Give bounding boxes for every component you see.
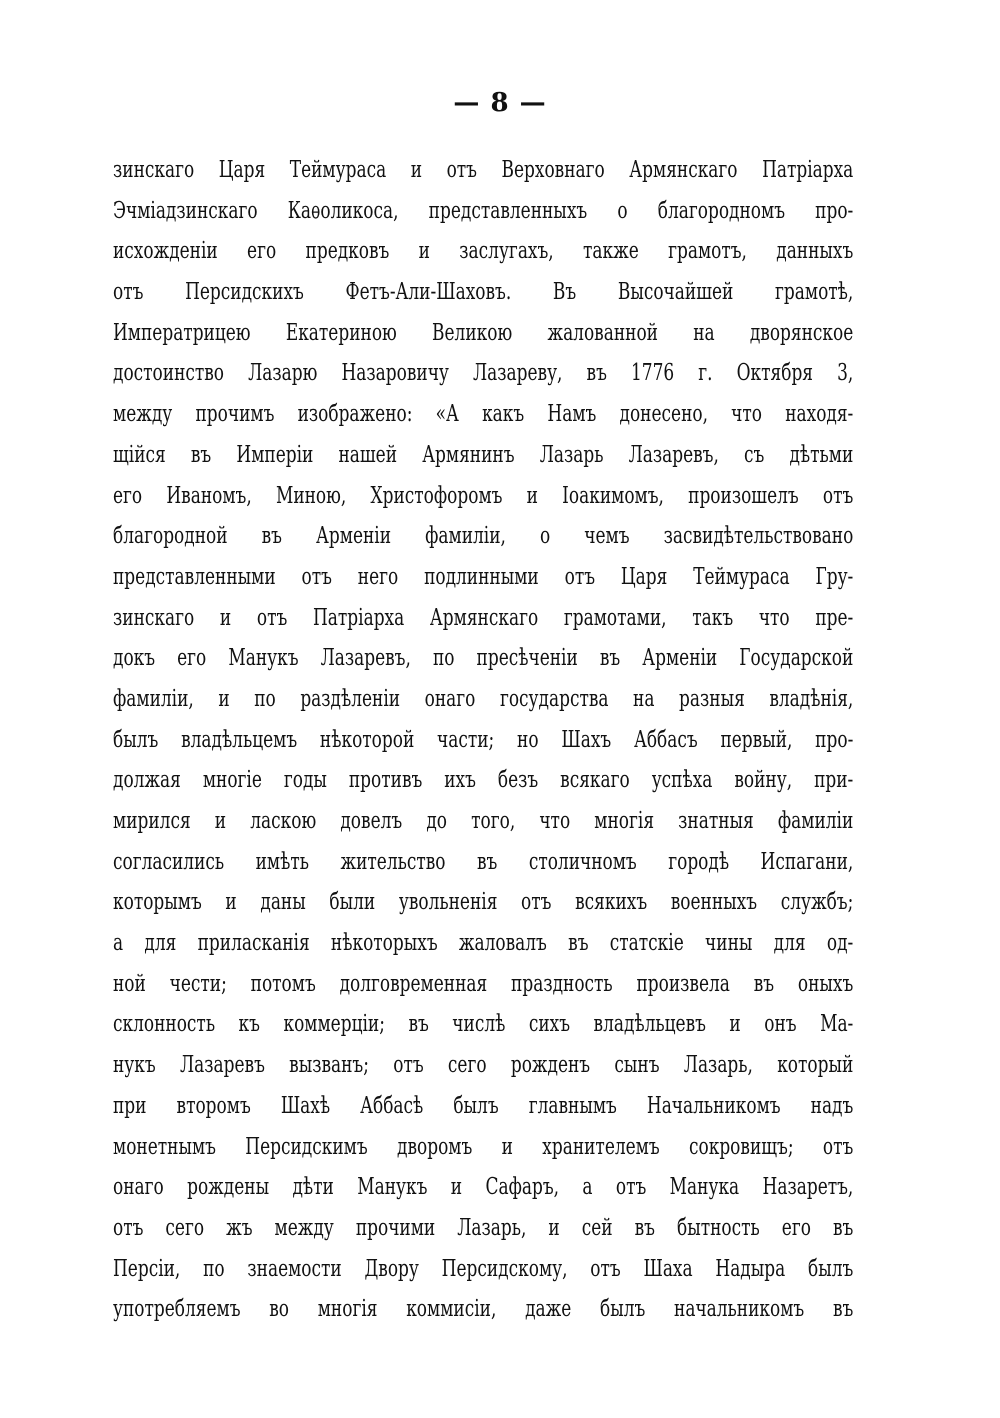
text-line: отъ Персидскихъ Фетъ-Али-Шаховъ. Въ Высочайшей грамотѣ, [113, 279, 853, 306]
text-line: согласились имѣть жительство въ столичномъ городѣ Испагани, [113, 848, 853, 875]
text-line: онаго рождены дѣти Манукъ и Сафаръ, а отъ Манука Назаретъ, [113, 1174, 853, 1201]
text-line: зинскаго Царя Теймураса и отъ Верховнаго Армянскаго Патріарха [113, 157, 853, 183]
text-line: ной чести; потомъ долговременная праздность произвела въ оныхъ [113, 970, 853, 997]
text-line: былъ владѣльцемъ нѣкоторой части; но Шахъ Аббасъ первый, про- [113, 726, 853, 753]
page-number: — 8 — [453, 88, 547, 118]
text-line: его Иваномъ, Миною, Христофоромъ и Іоакимомъ, произошелъ отъ [113, 482, 853, 509]
text-line: употребляемъ во многія коммисіи, даже былъ начальникомъ въ [113, 1296, 853, 1323]
text-line: зинскаго и отъ Патріарха Армянскаго грамотами, такъ что пре- [113, 604, 853, 631]
body-text [113, 150, 853, 1330]
text-line: благородной въ Арменіи фамиліи, о чемъ засвидѣтельствовано [113, 523, 853, 550]
text-line: исхожденіи его предковъ и заслугахъ, также грамотъ, данныхъ [113, 238, 853, 265]
text-line: склонность къ коммерціи; въ числѣ сихъ владѣльцевъ и онъ Ма- [113, 1011, 853, 1038]
text-line: а для приласканія нѣкоторыхъ жаловалъ въ статскіе чины для од- [113, 930, 853, 957]
text-line: между прочимъ изображено: «А какъ Намъ донесено, что находя- [113, 401, 853, 428]
text-line: монетнымъ Персидскимъ дворомъ и хранителемъ сокровищъ; отъ [113, 1133, 853, 1160]
text-line: щійся въ Имперіи нашей Армянинъ Лазарь Лазаревъ, съ дѣтьми [113, 441, 853, 468]
text-line: достоинство Лазарю Назаровичу Лазареву, въ 1776 г. Октября 3, [113, 360, 853, 387]
text-line: представленными отъ него подлинными отъ Царя Теймураса Гру- [113, 563, 853, 590]
text-line: должая многіе годы противъ ихъ безъ всякаго успѣха войну, при- [113, 767, 853, 794]
text-line: Императрицею Екатериною Великою жалованной на дворянское [113, 319, 853, 346]
text-line: которымъ и даны были увольненія отъ всякихъ военныхъ службъ; [113, 889, 853, 916]
text-line: фамиліи, и по раздѣленіи онаго государства на разныя владѣнія, [113, 685, 853, 712]
text-line: нукъ Лазаревъ вызванъ; отъ сего рожденъ сынъ Лазарь, который [113, 1052, 853, 1079]
text-line: мирился и ласкою довелъ до того, что многія знатныя фамиліи [113, 808, 853, 834]
text-line: Персіи, по знаемости Двору Персидскому, отъ Шаха Надыра былъ [113, 1255, 853, 1282]
text-line: при второмъ Шахѣ Аббасѣ былъ главнымъ Начальникомъ надъ [113, 1092, 853, 1119]
text-line: докъ его Манукъ Лазаревъ, по пресѣченіи въ Арменіи Государской [113, 645, 853, 672]
text-line: Эчміадзинскаго Каѳоликоса, представленныхъ о благородномъ про- [113, 197, 853, 224]
text-line: отъ сего жъ между прочими Лазарь, и сей въ бытность его въ [113, 1214, 853, 1241]
